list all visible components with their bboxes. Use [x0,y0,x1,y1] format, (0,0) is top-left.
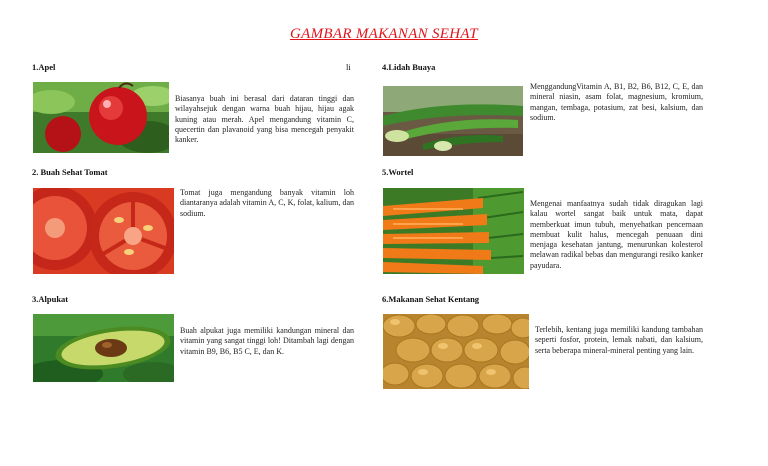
carrot-photo [383,188,524,274]
text-tomat: Tomat juga mengandung banyak vitamin loh diantaranya adalah vitamin A, C, K, folat, kalium, dan sodium. [180,188,354,218]
heading-lidah-buaya: 4.Lidah Buaya [382,62,436,72]
text-lidah-buaya: MenggandungVitamin A, B1, B2, B6, B12, C, E, dan mineral niasin, asam folat, magnesium, kromium, mangan, tembaga, potasium, zat besi, kalsium, dan sodium. [530,82,703,122]
tomato-photo [33,188,174,274]
heading-kentang: 6.Makanan Sehat Kentang [382,294,480,304]
text-wortel: Mengenai manfaatnya sudah tidak diragukan lagi kalau wortel sangat baik untuk mata, dapat memberkuat imun tubuh, menyehatkan pencernaan membuat kulit halus, mencegah penuaan dini menjaga kesehatan jantung, menurunkan kolesterol melawan radikal bebas dan mengurangi resiko kanker payudara. [530,199,703,270]
text-kentang: Terlebih, kentang juga memiliki kandung tambahan seperti fosfor, protein, lemak nabati, dan kalsium, serta beberapa mineral-mineral penting yang lain. [535,325,703,355]
heading-wortel: 5.Wortel [382,167,414,177]
apple-photo [33,82,169,153]
aloe-vera-photo [383,86,523,156]
heading-apel: 1.Apel [32,62,56,72]
potato-photo [383,314,529,389]
heading-tomat: 2. Buah Sehat Tomat [32,167,108,177]
page-title: GAMBAR MAKANAN SEHAT [290,26,478,42]
stray-text: li [346,62,351,72]
avocado-photo [33,314,174,382]
heading-alpukat: 3.Alpukat [32,294,69,304]
text-apel: Biasanya buah ini berasal dari dataran tinggi dan wilayahsejuk dengan warna buah hijau, hijau agak kuning atau merah. Apel mengandung vitamin C, quecertin dan plavanoid yang bisa mencegah penyakit kanker. [175,94,354,145]
text-alpukat: Buah alpukat juga memiliki kandungan mineral dan vitamin yang sangat tinggi loh! Ditambah lagi dengan vitamin B9, B6, B5 C, E, dan K. [180,326,354,356]
